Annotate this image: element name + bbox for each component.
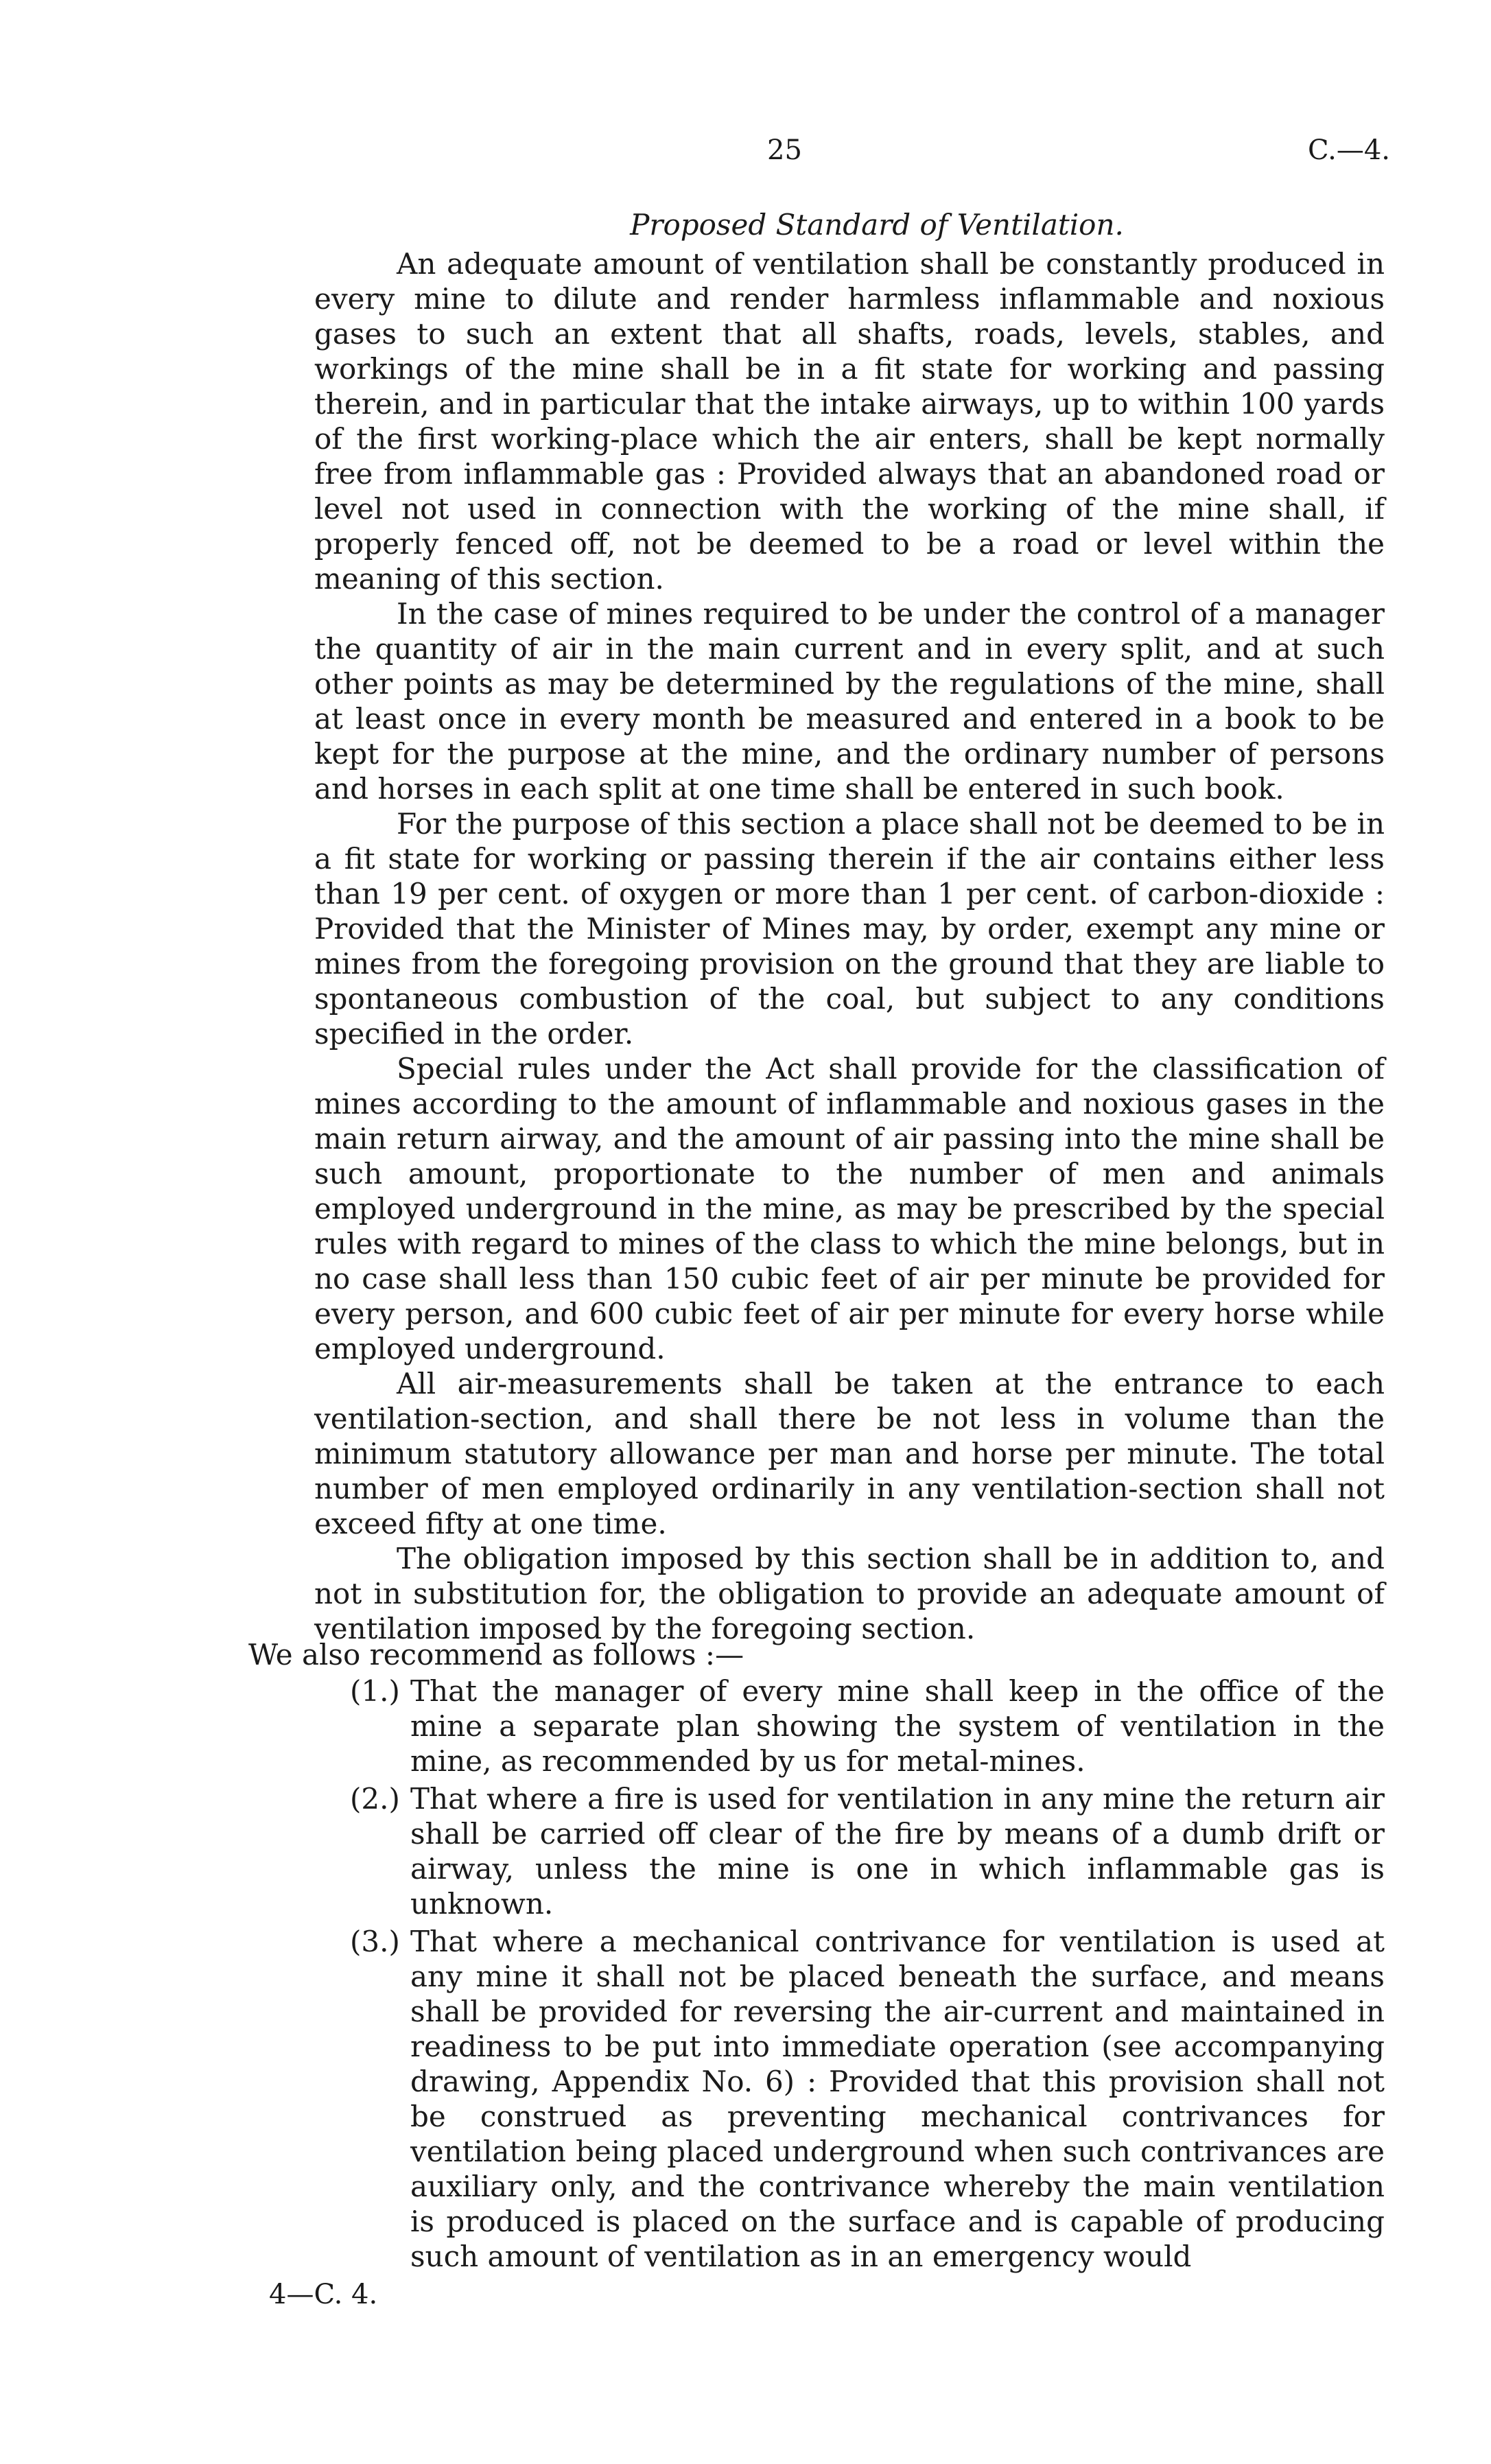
- paragraph-air-measurement-book: In the case of mines required to be under the control of a manager the quantity of air in the main current and in every split, and at such other points as may be determined by the regulations of the mine, shall at least once in every month be measured and entered in a book to be kept for the purpose at the mine, and the ordinary number of persons and horses in each split at one time shall be entered in such book.: [314, 597, 1385, 806]
- recommendations: [248, 1637, 1385, 2277]
- ventilation-standard-section: [314, 207, 1385, 1646]
- recommendation-text: That where a fire is used for ventilation in any mine the return air shall be carried off clear of the fire by means of a dumb drift or airway, unless the mine is one in which inflammable gas is unknown.: [410, 1782, 1385, 1921]
- recommendation-number: (3.): [350, 1925, 400, 1958]
- paragraph-adequate-ventilation: An adequate amount of ventilation shall be constantly produced in every mine to dilute and render harmless inflammable and noxious gases to such an extent that all shafts, roads, levels, stables, and workings of the mine shall be in a fit state for working and passing therein, and in particular that the intake airways, up to within 100 yards of the first working-place which the air enters, shall be kept normally free from inflammable gas : Provided always that an abandoned road or level not used in connection with the working of the mine shall, if properly fenced off, not be deemed to be a road or level within the meaning of this section.: [314, 247, 1385, 596]
- recommendation-text: That where a mechanical contrivance for ventilation is used at any mine it shall not be placed beneath the surface, and means shall be provided for reversing the air-current and maintained in readiness to be put into immediate operation (see accompanying drawing, Appendix No. 6) : Provided that this provision shall not be construed as preventing mechanical contrivances for ventilation being placed underground when such contrivances are auxiliary only, and the contrivance whereby the main ventilation is produced is placed on the surface and is capable of producing such amount of ventilation as in an emergency would: [410, 1925, 1385, 2273]
- recommendations-intro: We also recommend as follows :—: [248, 1638, 744, 1671]
- recommendation-text: That the manager of every mine shall keep in the office of the mine a separate plan showing the system of ventilation in the mine, as recommended by us for metal-mines.: [410, 1674, 1385, 1778]
- paragraph-obligation: The obligation imposed by this section shall be in addition to, and not in substitution for, the obligation to provide an adequate amount of ventilation imposed by the foregoing section.: [314, 1542, 1385, 1645]
- section-title: Proposed Standard of Ventilation.: [630, 208, 1124, 242]
- paragraph-special-rules: Special rules under the Act shall provide for the classification of mines according to the amount of inflammable and noxious gases in the main return airway, and the amount of air passing into the mine shall be such amount, proportionate to the number of men and animals employed underground in the mine, as may be prescribed by the special rules with regard to mines of the class to which the mine belongs, but in no case shall less than 150 cubic feet of air per minute be provided for every person, and 600 cubic feet of air per minute for every horse while employed underground.: [314, 1052, 1385, 1365]
- page-number: 25: [767, 134, 802, 166]
- paragraph-ventilation-section: All air-measurements shall be taken at the entrance to each ventilation-section, and shall there be not less in volume than the minimum statutory allowance per man and horse per minute. The total number of men employed ordinarily in any ventilation-section shall not exceed fifty at one time.: [314, 1367, 1385, 1540]
- recommendation-item: [248, 1924, 1385, 2274]
- recommendation-item: [248, 1674, 1385, 1779]
- page-header: [0, 134, 1491, 176]
- recommendation-number: (1.): [350, 1674, 400, 1708]
- recommendation-item: [248, 1781, 1385, 1921]
- recommendation-number: (2.): [350, 1782, 400, 1816]
- document-code: C.—4.: [1307, 134, 1390, 166]
- signature-mark: 4—C. 4.: [269, 2279, 378, 2310]
- paragraph-oxygen-limits: For the purpose of this section a place shall not be deemed to be in a fit state for working or passing therein if the air contains either less than 19 per cent. of oxygen or more than 1 per cent. of carbon-dioxide : Provided that the Minister of Mines may, by order, exempt any mine or mines from the foregoing provision on the ground that they are liable to spontaneous combustion of the coal, but subject to any conditions specified in the order.: [314, 807, 1385, 1051]
